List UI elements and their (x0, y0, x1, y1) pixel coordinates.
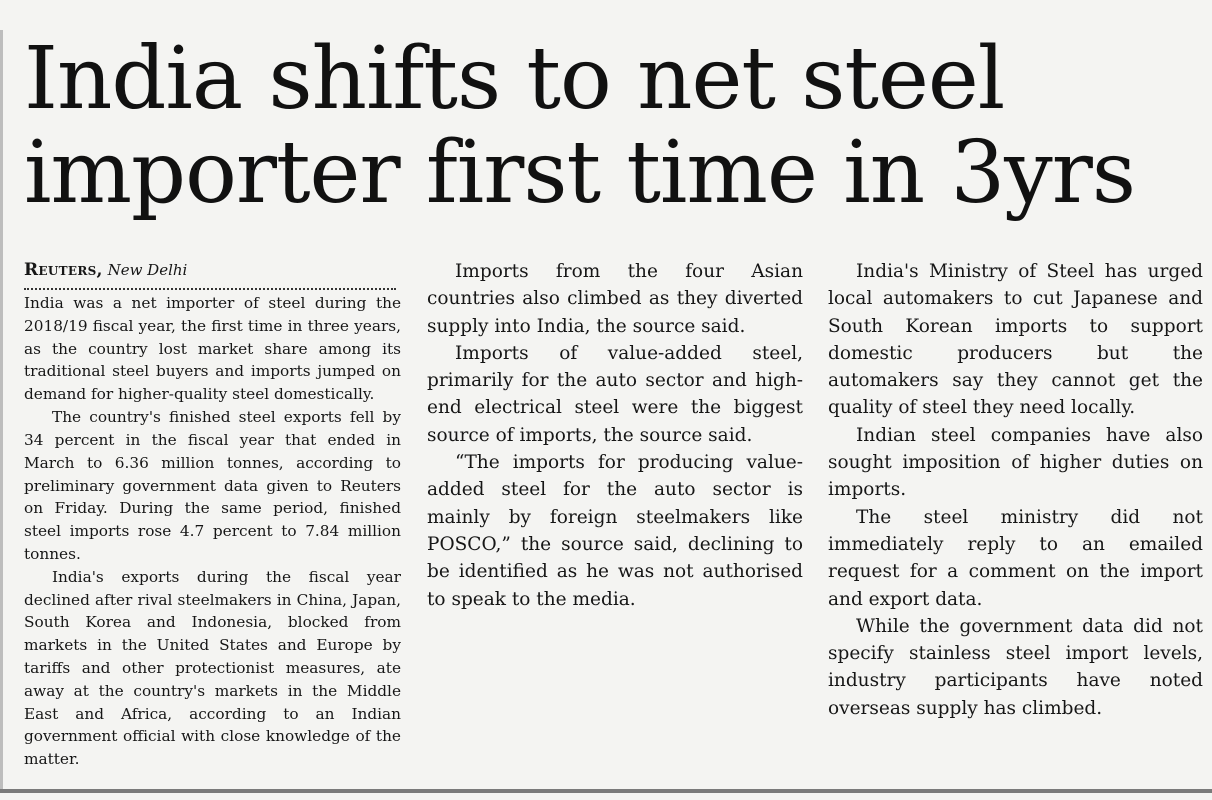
byline-agency: Reuters, (24, 260, 103, 280)
byline-location: New Delhi (107, 261, 188, 279)
dotted-divider (24, 288, 396, 290)
headline-line-1: India shifts to net steel (24, 29, 1005, 129)
article-column-1 (24, 258, 401, 771)
headline-line-2: importer first time in 3yrs (24, 123, 1135, 223)
article-column-3 (828, 258, 1203, 722)
bottom-rule (0, 789, 1212, 793)
paragraph-7: India's Ministry of Steel has urged local automakers to cut Japanese and South Korean imports to support domestic producers but the automakers say they cannot get the quality of steel they need locally. (828, 261, 1203, 419)
paragraph-3: India's exports during the fiscal year declined after rival steelmakers in China, Japan, South Korea and Indonesia, blocked from markets in the United States and Europe by tariffs and other protectionist measures, ate away at the country's markets in the Middle East and Africa, according to an Indian government official with close knowledge of the matter. (24, 567, 401, 769)
paragraph-6: “The imports for producing value-added steel for the auto sector is mainly by foreign steelmakers like POSCO,” the source said, declining to be identified as he was not authorised to speak to the media. (427, 452, 803, 610)
paragraph-8: Indian steel companies have also sought imposition of higher duties on imports. (828, 424, 1203, 501)
paragraph-4: Imports from the four Asian countries also climbed as they diverted supply into India, the source said. (427, 261, 803, 337)
article-column-2 (427, 258, 803, 613)
paragraph-5: Imports of value-added steel, primarily for the auto sector and high-end electrical steel were the biggest source of imports, the source said. (427, 342, 803, 446)
byline (24, 258, 401, 282)
paragraph-9: The steel ministry did not immediately reply to an emailed request for a comment on the import and export data. (828, 506, 1203, 610)
paragraph-1: India was a net importer of steel during the 2018/19 fiscal year, the first time in three years, as the country lost market share among its traditional steel buyers and imports jumped on demand for higher-quality steel domestically. (24, 294, 401, 404)
paragraph-2: The country's finished steel exports fell by 34 percent in the fiscal year that ended in March to 6.36 million tonnes, according to preliminary government data given to Reuters on Friday. During the same period, finished steel imports rose 4.7 percent to 7.84 million tonnes. (24, 408, 401, 563)
paragraph-10: While the government data did not specify stainless steel import levels, industry participants have noted overseas supply has climbed. (828, 615, 1203, 719)
headline (24, 29, 1204, 223)
left-edge-line (0, 30, 3, 792)
